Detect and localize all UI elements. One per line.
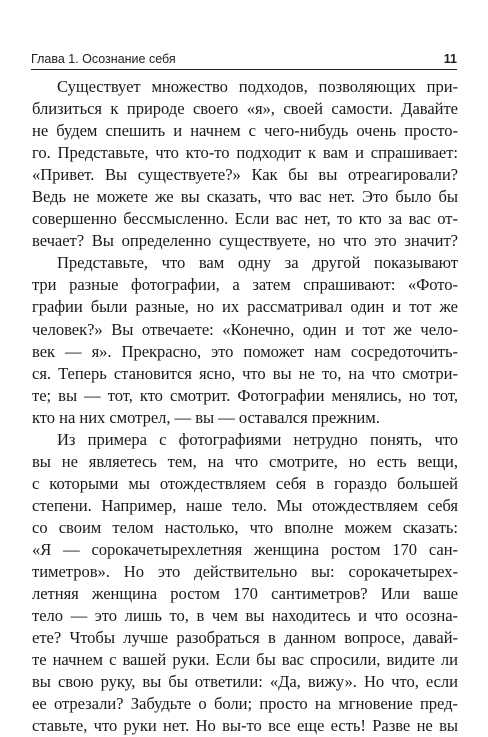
text-line: не будем спешить и начнем с чего-нибудь очень просто-: [32, 121, 458, 141]
text-line: вы свою руку, вы бы ответили: «Да, вижу». Но что, если: [32, 672, 458, 692]
text-line: близиться к природе своего «я», своей самости. Давайте: [32, 99, 458, 119]
text-line: «Привет. Вы существуете?» Как бы вы отреагировали?: [32, 165, 458, 185]
text-line: ете? Чтобы лучше разобраться в данном вопросе, давай-: [32, 628, 458, 648]
page-number: 11: [443, 52, 457, 66]
text-line: вечает? Вы определенно существуете, но что это значит?: [32, 231, 458, 251]
text-line: ся. Теперь становится ясно, что вы не то, на что смотри-: [32, 363, 458, 383]
text-line: с которыми мы отождествляем себя в гораздо большей: [32, 473, 458, 493]
text-line: тело — это лишь то, в чем вы находитесь и что осозна-: [32, 606, 458, 626]
text-line: совершенно бессмысленно. Если вас нет, то кто за вас от-: [32, 209, 458, 229]
chapter-title: Глава 1. Осознание себя: [31, 52, 176, 66]
running-head: [31, 51, 457, 70]
text-line: ее отрезали? Забудьте о боли; просто на мгновение пред-: [32, 694, 458, 714]
text-line: «Я — сорокачетырехлетняя женщина ростом 170 сан-: [32, 539, 458, 559]
paragraph: [32, 252, 458, 428]
text-line: Представьте, что вам одну за другой показывают: [57, 253, 458, 273]
text-line: графии были разные, но их рассматривал один и тот же: [32, 297, 458, 317]
text-line: те; вы — тот, кто смотрит. Фотографии менялись, но тот,: [32, 385, 458, 405]
text-line: Из примера с фотографиями нетрудно понять, что: [57, 429, 458, 449]
text-line: Существует множество подходов, позволяющих при-: [57, 77, 458, 96]
text-line: со своим телом настолько, что вполне можем сказать:: [32, 517, 458, 537]
text-line: ставьте, что руки нет. Но вы-то все еще есть! Разве не вы: [32, 716, 458, 736]
body-text: [32, 76, 458, 737]
text-line: три разные фотографии, а затем спрашивают: «Фото-: [32, 275, 458, 295]
text-line: степени. Например, наше тело. Мы отождествляем себя: [32, 495, 458, 515]
text-line: Ведь не можете же вы сказать, что вас нет. Это было бы: [32, 187, 458, 207]
text-line: вы не являетесь тем, на что смотрите, но есть вещи,: [32, 451, 458, 471]
text-line: те начнем с вашей руки. Если бы вас спросили, видите ли: [32, 650, 458, 670]
text-line: тиметров». Но это действительно вы: сорокачетырех-: [32, 562, 458, 582]
paragraph: [32, 76, 458, 252]
text-line: век — я». Прекрасно, это поможет нам сосредоточить-: [32, 341, 458, 361]
text-line: человек?» Вы отвечаете: «Конечно, один и тот же чело-: [32, 319, 458, 339]
text-line: кто на них смотрел, — вы — оставался прежним.: [32, 407, 380, 427]
text-line: го. Представьте, что кто-то подходит к вам и спрашивает:: [32, 143, 458, 163]
text-line: летняя женщина ростом 170 сантиметров? Или ваше: [32, 584, 458, 604]
paragraph: [32, 429, 458, 737]
